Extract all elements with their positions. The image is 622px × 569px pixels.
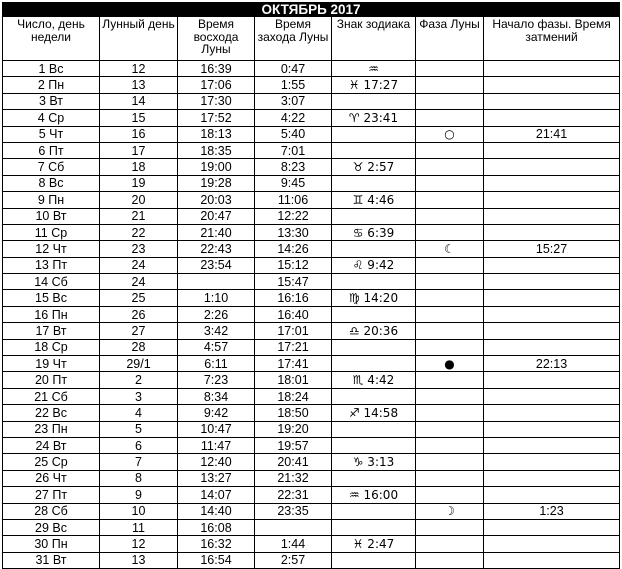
moonset-cell: 2:57 — [255, 552, 332, 568]
day-cell: 19 Чт — [3, 356, 100, 372]
table-title-row — [3, 3, 620, 17]
moonrise-cell: 20:47 — [178, 208, 255, 224]
lunar-day-cell: 3 — [100, 388, 178, 404]
lunar-day-cell: 28 — [100, 339, 178, 355]
day-cell: 6 Пт — [3, 142, 100, 158]
moon-phase-icon — [416, 77, 484, 93]
moonset-cell: 13:30 — [255, 224, 332, 240]
day-cell: 26 Чт — [3, 470, 100, 486]
zodiac-cell — [332, 274, 416, 290]
zodiac-cell: ♉ 2:57 — [332, 159, 416, 175]
table-row — [3, 77, 620, 93]
lunar-calendar-table — [2, 2, 620, 569]
table-row — [3, 388, 620, 404]
phase-time-cell — [484, 274, 620, 290]
phase-time-cell — [484, 470, 620, 486]
phase-time-cell — [484, 388, 620, 404]
moonrise-cell: 16:32 — [178, 536, 255, 552]
lunar-day-cell: 14 — [100, 93, 178, 109]
zodiac-cell: ♋ 6:39 — [332, 224, 416, 240]
moonrise-cell: 13:27 — [178, 470, 255, 486]
zodiac-cell: ♒ 16:00 — [332, 487, 416, 503]
phase-time-cell — [484, 224, 620, 240]
zodiac-cell — [332, 519, 416, 535]
col-header-moon-phase: Фаза Луны — [416, 17, 484, 61]
table-row — [3, 323, 620, 339]
day-cell: 1 Вс — [3, 61, 100, 77]
moonset-cell: 16:40 — [255, 306, 332, 322]
zodiac-cell — [332, 306, 416, 322]
day-cell: 20 Пт — [3, 372, 100, 388]
moonrise-cell: 7:23 — [178, 372, 255, 388]
moonset-cell: 22:31 — [255, 487, 332, 503]
table-title: ОКТЯБРЬ 2017 — [3, 3, 620, 17]
table-row — [3, 274, 620, 290]
lunar-day-cell: 20 — [100, 192, 178, 208]
moonset-cell: 20:41 — [255, 454, 332, 470]
zodiac-cell — [332, 126, 416, 142]
lunar-day-cell: 17 — [100, 142, 178, 158]
phase-time-cell — [484, 290, 620, 306]
moon-phase-icon — [416, 224, 484, 240]
lunar-day-cell: 4 — [100, 405, 178, 421]
moonset-cell: 15:12 — [255, 257, 332, 273]
moonset-cell: 9:45 — [255, 175, 332, 191]
phase-time-cell — [484, 519, 620, 535]
day-cell: 3 Вт — [3, 93, 100, 109]
table-row — [3, 470, 620, 486]
table-row — [3, 175, 620, 191]
zodiac-cell — [332, 93, 416, 109]
moon-phase-icon — [416, 470, 484, 486]
day-cell: 21 Сб — [3, 388, 100, 404]
table-row — [3, 536, 620, 552]
day-cell: 12 Чт — [3, 241, 100, 257]
moonrise-cell: 14:40 — [178, 503, 255, 519]
moon-phase-icon — [416, 405, 484, 421]
phase-time-cell — [484, 208, 620, 224]
moonset-cell: 16:16 — [255, 290, 332, 306]
day-cell: 9 Пн — [3, 192, 100, 208]
zodiac-cell: ♈ 23:41 — [332, 110, 416, 126]
zodiac-cell — [332, 552, 416, 568]
day-cell: 31 Вт — [3, 552, 100, 568]
phase-time-cell — [484, 405, 620, 421]
day-cell: 17 Вт — [3, 323, 100, 339]
moon-phase-icon — [416, 306, 484, 322]
moon-phase-icon: ☾ — [416, 241, 484, 257]
day-cell: 16 Пн — [3, 306, 100, 322]
moonrise-cell: 2:26 — [178, 306, 255, 322]
table-row — [3, 93, 620, 109]
moonset-cell: 3:07 — [255, 93, 332, 109]
moonset-cell: 21:32 — [255, 470, 332, 486]
col-header-moonrise: Время восхода Луны — [178, 17, 255, 61]
table-row — [3, 372, 620, 388]
moon-phase-icon — [416, 552, 484, 568]
moon-phase-icon: ○ — [416, 126, 484, 142]
phase-time-cell — [484, 175, 620, 191]
moonrise-cell: 4:57 — [178, 339, 255, 355]
lunar-day-cell: 9 — [100, 487, 178, 503]
lunar-day-cell: 10 — [100, 503, 178, 519]
moonset-cell: 18:01 — [255, 372, 332, 388]
zodiac-cell: ♓ 17:27 — [332, 77, 416, 93]
day-cell: 28 Сб — [3, 503, 100, 519]
zodiac-cell — [332, 208, 416, 224]
col-header-lunar-day: Лунный день — [100, 17, 178, 61]
table-row — [3, 208, 620, 224]
day-cell: 23 Пн — [3, 421, 100, 437]
table-row — [3, 454, 620, 470]
moonrise-cell: 19:00 — [178, 159, 255, 175]
table-row — [3, 552, 620, 568]
table-header-row — [3, 17, 620, 61]
table-row — [3, 503, 620, 519]
moonrise-cell: 12:40 — [178, 454, 255, 470]
day-cell: 5 Чт — [3, 126, 100, 142]
moon-phase-icon — [416, 536, 484, 552]
moon-phase-icon — [416, 175, 484, 191]
phase-time-cell — [484, 192, 620, 208]
moonrise-cell: 21:40 — [178, 224, 255, 240]
day-cell: 24 Вт — [3, 437, 100, 453]
day-cell: 27 Пт — [3, 487, 100, 503]
lunar-day-cell: 24 — [100, 274, 178, 290]
lunar-day-cell: 19 — [100, 175, 178, 191]
lunar-day-cell: 7 — [100, 454, 178, 470]
phase-time-cell: 15:27 — [484, 241, 620, 257]
table-row — [3, 192, 620, 208]
lunar-day-cell: 6 — [100, 437, 178, 453]
moonrise-cell: 6:11 — [178, 356, 255, 372]
zodiac-cell — [332, 175, 416, 191]
moon-phase-icon: ● — [416, 356, 484, 372]
lunar-day-cell: 12 — [100, 61, 178, 77]
zodiac-cell — [332, 437, 416, 453]
zodiac-cell — [332, 388, 416, 404]
zodiac-cell: ♌ 9:42 — [332, 257, 416, 273]
phase-time-cell — [484, 257, 620, 273]
moonrise-cell: 16:54 — [178, 552, 255, 568]
lunar-day-cell: 13 — [100, 77, 178, 93]
lunar-day-cell: 22 — [100, 224, 178, 240]
moon-phase-icon — [416, 61, 484, 77]
phase-time-cell — [484, 421, 620, 437]
moonset-cell: 18:24 — [255, 388, 332, 404]
phase-time-cell — [484, 536, 620, 552]
zodiac-cell: ♑ 3:13 — [332, 454, 416, 470]
moonrise-cell: 8:34 — [178, 388, 255, 404]
day-cell: 25 Ср — [3, 454, 100, 470]
moonrise-cell: 10:47 — [178, 421, 255, 437]
phase-time-cell — [484, 61, 620, 77]
moon-phase-icon — [416, 110, 484, 126]
moonset-cell: 15:47 — [255, 274, 332, 290]
table-row — [3, 159, 620, 175]
moon-phase-icon: ☽ — [416, 503, 484, 519]
moon-phase-icon — [416, 93, 484, 109]
day-cell: 8 Вс — [3, 175, 100, 191]
moonrise-cell: 17:30 — [178, 93, 255, 109]
moonrise-cell: 20:03 — [178, 192, 255, 208]
table-row — [3, 356, 620, 372]
phase-time-cell: 21:41 — [484, 126, 620, 142]
phase-time-cell — [484, 77, 620, 93]
table-row — [3, 519, 620, 535]
day-cell: 14 Сб — [3, 274, 100, 290]
table-body — [3, 61, 620, 569]
col-header-moonset: Время захода Луны — [255, 17, 332, 61]
phase-time-cell — [484, 93, 620, 109]
lunar-day-cell: 8 — [100, 470, 178, 486]
zodiac-cell: ♎ 20:36 — [332, 323, 416, 339]
lunar-day-cell: 16 — [100, 126, 178, 142]
moonrise-cell: 17:52 — [178, 110, 255, 126]
moonrise-cell: 16:39 — [178, 61, 255, 77]
moon-phase-icon — [416, 437, 484, 453]
lunar-day-cell: 12 — [100, 536, 178, 552]
lunar-day-cell: 13 — [100, 552, 178, 568]
moon-phase-icon — [416, 487, 484, 503]
moonrise-cell: 11:47 — [178, 437, 255, 453]
moonset-cell: 17:21 — [255, 339, 332, 355]
moonrise-cell — [178, 274, 255, 290]
zodiac-cell — [332, 470, 416, 486]
table-row — [3, 405, 620, 421]
moonset-cell: 4:22 — [255, 110, 332, 126]
lunar-day-cell: 26 — [100, 306, 178, 322]
lunar-day-cell: 23 — [100, 241, 178, 257]
moon-phase-icon — [416, 421, 484, 437]
zodiac-cell — [332, 356, 416, 372]
moonset-cell: 5:40 — [255, 126, 332, 142]
zodiac-cell — [332, 241, 416, 257]
moon-phase-icon — [416, 257, 484, 273]
phase-time-cell — [484, 339, 620, 355]
table-row — [3, 61, 620, 77]
table-row — [3, 487, 620, 503]
day-cell: 13 Пт — [3, 257, 100, 273]
phase-time-cell — [484, 306, 620, 322]
phase-time-cell — [484, 487, 620, 503]
zodiac-cell: ♏ 4:42 — [332, 372, 416, 388]
zodiac-cell — [332, 339, 416, 355]
moon-phase-icon — [416, 192, 484, 208]
lunar-calendar — [2, 2, 620, 569]
moonrise-cell: 16:08 — [178, 519, 255, 535]
moonrise-cell: 23:54 — [178, 257, 255, 273]
moon-phase-icon — [416, 290, 484, 306]
day-cell: 30 Пн — [3, 536, 100, 552]
moonset-cell: 14:26 — [255, 241, 332, 257]
col-header-zodiac: Знак зодиака — [332, 17, 416, 61]
moon-phase-icon — [416, 372, 484, 388]
table-row — [3, 142, 620, 158]
moon-phase-icon — [416, 519, 484, 535]
day-cell: 22 Вс — [3, 405, 100, 421]
moonrise-cell: 1:10 — [178, 290, 255, 306]
zodiac-cell: ♓ 2:47 — [332, 536, 416, 552]
moonset-cell: 19:57 — [255, 437, 332, 453]
moon-phase-icon — [416, 323, 484, 339]
moon-phase-icon — [416, 339, 484, 355]
table-row — [3, 224, 620, 240]
phase-time-cell — [484, 372, 620, 388]
lunar-day-cell: 18 — [100, 159, 178, 175]
moonset-cell: 1:44 — [255, 536, 332, 552]
table-row — [3, 421, 620, 437]
moonset-cell — [255, 519, 332, 535]
moonset-cell: 18:50 — [255, 405, 332, 421]
day-cell: 11 Ср — [3, 224, 100, 240]
moonset-cell: 17:41 — [255, 356, 332, 372]
phase-time-cell — [484, 437, 620, 453]
table-row — [3, 257, 620, 273]
moonrise-cell: 22:43 — [178, 241, 255, 257]
lunar-day-cell: 2 — [100, 372, 178, 388]
moonrise-cell: 17:06 — [178, 77, 255, 93]
col-header-phase-start: Начало фазы. Время затмений — [484, 17, 620, 61]
moon-phase-icon — [416, 142, 484, 158]
lunar-day-cell: 11 — [100, 519, 178, 535]
moonrise-cell: 3:42 — [178, 323, 255, 339]
table-row — [3, 290, 620, 306]
lunar-day-cell: 27 — [100, 323, 178, 339]
day-cell: 15 Вс — [3, 290, 100, 306]
lunar-day-cell: 5 — [100, 421, 178, 437]
moonset-cell: 19:20 — [255, 421, 332, 437]
table-row — [3, 110, 620, 126]
lunar-day-cell: 21 — [100, 208, 178, 224]
lunar-day-cell: 24 — [100, 257, 178, 273]
day-cell: 7 Сб — [3, 159, 100, 175]
moonrise-cell: 18:13 — [178, 126, 255, 142]
table-row — [3, 437, 620, 453]
moonset-cell: 1:55 — [255, 77, 332, 93]
phase-time-cell — [484, 159, 620, 175]
moonset-cell: 7:01 — [255, 142, 332, 158]
phase-time-cell — [484, 454, 620, 470]
table-row — [3, 306, 620, 322]
zodiac-cell — [332, 142, 416, 158]
phase-time-cell — [484, 552, 620, 568]
moon-phase-icon — [416, 208, 484, 224]
zodiac-cell — [332, 503, 416, 519]
table-row — [3, 126, 620, 142]
moon-phase-icon — [416, 159, 484, 175]
lunar-day-cell: 15 — [100, 110, 178, 126]
zodiac-cell: ♐ 14:58 — [332, 405, 416, 421]
lunar-day-cell: 25 — [100, 290, 178, 306]
day-cell: 18 Ср — [3, 339, 100, 355]
moonset-cell: 0:47 — [255, 61, 332, 77]
moonset-cell: 17:01 — [255, 323, 332, 339]
moon-phase-icon — [416, 274, 484, 290]
phase-time-cell — [484, 323, 620, 339]
day-cell: 4 Ср — [3, 110, 100, 126]
day-cell: 10 Вт — [3, 208, 100, 224]
moonset-cell: 12:22 — [255, 208, 332, 224]
moon-phase-icon — [416, 454, 484, 470]
table-row — [3, 241, 620, 257]
phase-time-cell: 1:23 — [484, 503, 620, 519]
lunar-day-cell: 29/1 — [100, 356, 178, 372]
table-row — [3, 339, 620, 355]
moonrise-cell: 19:28 — [178, 175, 255, 191]
moonset-cell: 11:06 — [255, 192, 332, 208]
day-cell: 2 Пн — [3, 77, 100, 93]
zodiac-cell: ♍ 14:20 — [332, 290, 416, 306]
moon-phase-icon — [416, 388, 484, 404]
moonrise-cell: 18:35 — [178, 142, 255, 158]
moonrise-cell: 9:42 — [178, 405, 255, 421]
moonset-cell: 23:35 — [255, 503, 332, 519]
moonrise-cell: 14:07 — [178, 487, 255, 503]
zodiac-cell: ♒ — [332, 61, 416, 77]
phase-time-cell — [484, 142, 620, 158]
col-header-day: Число, день недели — [3, 17, 100, 61]
phase-time-cell: 22:13 — [484, 356, 620, 372]
zodiac-cell: ♊ 4:46 — [332, 192, 416, 208]
phase-time-cell — [484, 110, 620, 126]
zodiac-cell — [332, 421, 416, 437]
day-cell: 29 Вс — [3, 519, 100, 535]
moonset-cell: 8:23 — [255, 159, 332, 175]
